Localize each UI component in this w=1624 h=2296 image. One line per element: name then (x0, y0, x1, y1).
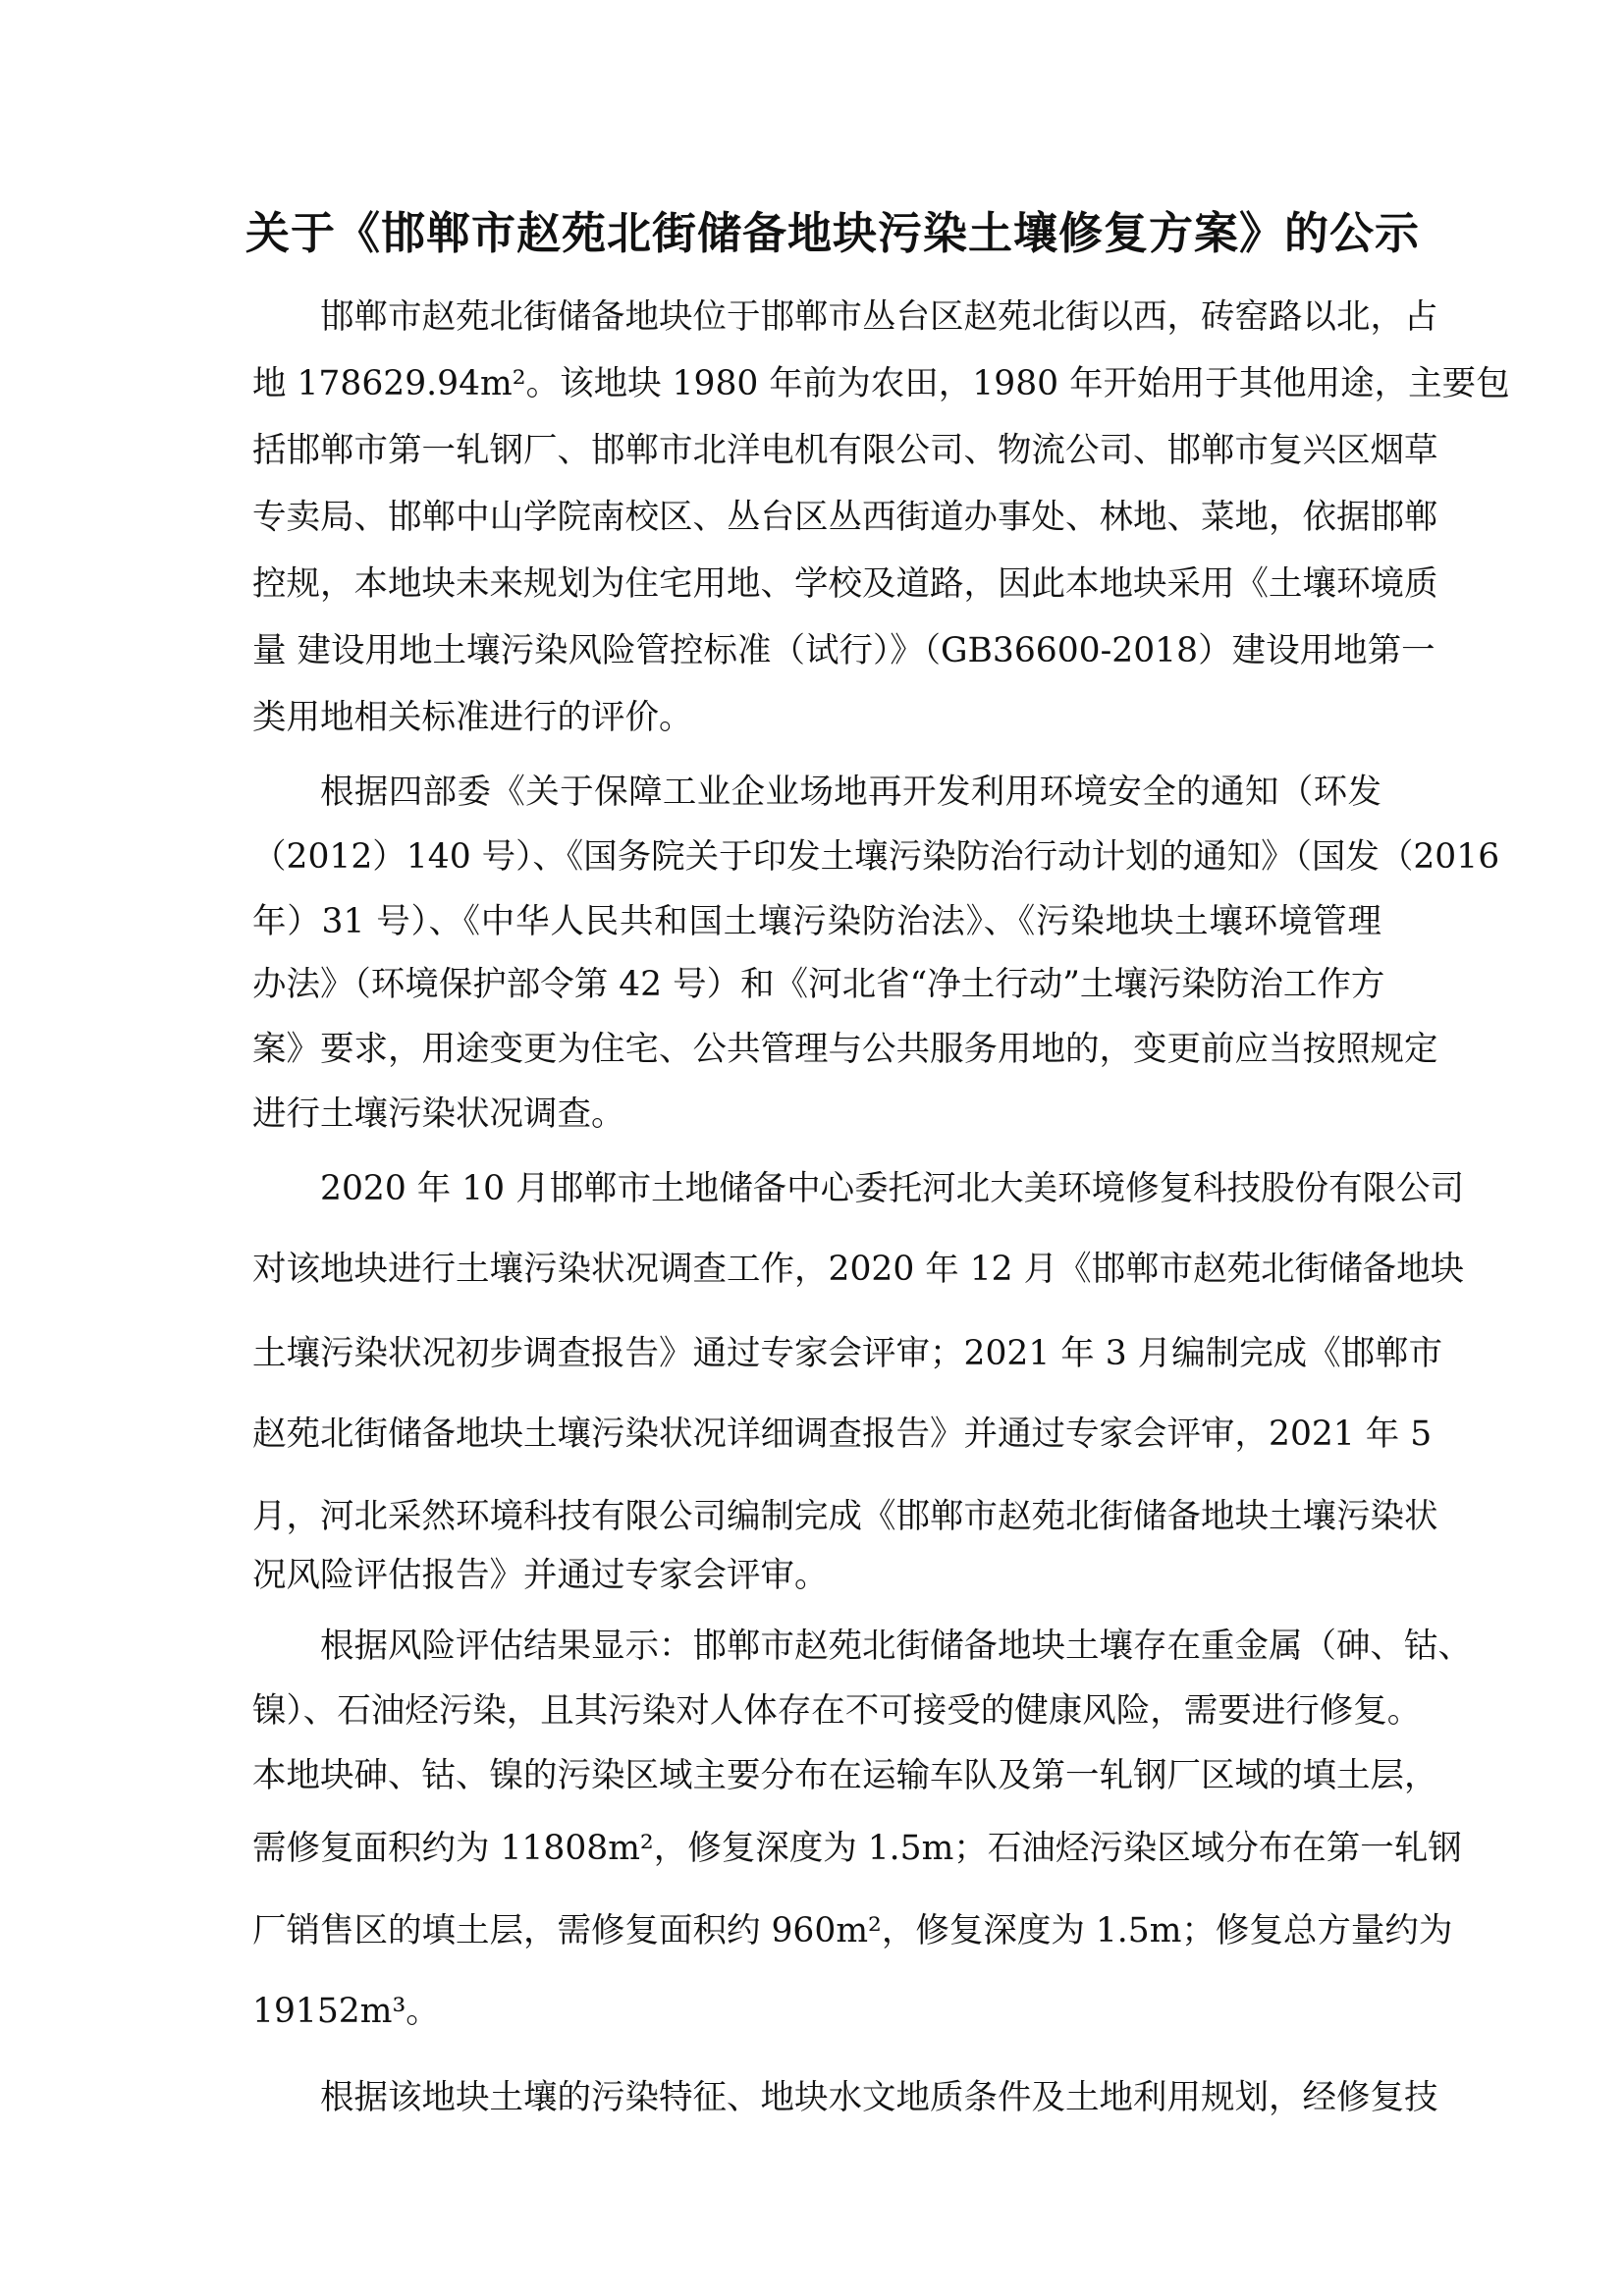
paragraph-line: 括邯郸市第一轧钢厂、邯郸市北洋电机有限公司、物流公司、邯郸市复兴区烟草 (252, 431, 1438, 470)
paragraph-line: 土壤污染状况初步调查报告》通过专家会评审；2021 年 3 月编制完成《邯郸市 (252, 1334, 1443, 1373)
paragraph-line: 邯郸市赵苑北街储备地块位于邯郸市丛台区赵苑北街以西，砖窑路以北，占 (320, 297, 1438, 337)
paragraph-line: 对该地块进行土壤污染状况调查工作，2020 年 12 月《邯郸市赵苑北街储备地块 (252, 1250, 1465, 1289)
paragraph-line: 进行土壤污染状况调查。 (252, 1095, 625, 1134)
paragraph-line: 需修复面积约为 11808m²，修复深度为 1.5m；石油烃污染区域分布在第一轧钢 (252, 1829, 1462, 1868)
paragraph-line: 办法》（环境保护部令第 42 号）和《河北省“净土行动”土壤污染防治工作方 (252, 965, 1385, 1004)
paragraph-line: 2020 年 10 月邯郸市土地储备中心委托河北大美环境修复科技股份有限公司 (320, 1169, 1465, 1208)
paragraph-line: 案》要求，用途变更为住宅、公共管理与公共服务用地的，变更前应当按照规定 (252, 1030, 1438, 1069)
document-title: 关于《邯郸市赵苑北街储备地块污染土壤修复方案》的公示 (245, 207, 1421, 259)
paragraph-line: 赵苑北街储备地块土壤污染状况详细调查报告》并通过专家会评审，2021 年 5 (252, 1415, 1433, 1454)
paragraph-line: 控规，本地块未来规划为住宅用地、学校及道路，因此本地块采用《土壤环境质 (252, 564, 1438, 604)
paragraph-line: 量 建设用地土壤污染风险管控标准（试行）》（GB36600-2018）建设用地第一 (252, 631, 1435, 670)
paragraph-line: 根据四部委《关于保障工业企业场地再开发利用环境安全的通知（环发 (320, 773, 1381, 812)
paragraph-line: 根据风险评估结果显示：邯郸市赵苑北街储备地块土壤存在重金属（砷、钴、 (320, 1627, 1472, 1666)
paragraph-line: 专卖局、邯郸中山学院南校区、丛台区丛西街道办事处、林地、菜地，依据邯郸 (252, 498, 1438, 537)
paragraph-line: 类用地相关标准进行的评价。 (252, 698, 693, 737)
paragraph-line: 月，河北采然环境科技有限公司编制完成《邯郸市赵苑北街储备地块土壤污染状 (252, 1497, 1438, 1536)
paragraph-line: 本地块砷、钴、镍的污染区域主要分布在运输车队及第一轧钢厂区域的填土层， (252, 1756, 1438, 1795)
paragraph-line: 况风险评估报告》并通过专家会评审。 (252, 1556, 829, 1595)
paragraph-line: 厂销售区的填土层，需修复面积约 960m²，修复深度为 1.5m；修复总方量约为 (252, 1911, 1453, 1950)
paragraph-line: 年）31 号）、《中华人民共和国土壤污染防治法》、《污染地块土壤环境管理 (252, 902, 1381, 941)
paragraph-line: （2012）140 号）、《国务院关于印发土壤污染防治行动计划的通知》（国发（2016 (252, 837, 1500, 877)
paragraph-line: 根据该地块土壤的污染特征、地块水文地质条件及土地利用规划，经修复技 (320, 2078, 1438, 2117)
paragraph-line: 地 178629.94m²。该地块 1980 年前为农田，1980 年开始用于其他用途，主要包 (252, 364, 1510, 403)
paragraph-line: 19152m³。 (252, 1992, 440, 2031)
paragraph-line: 镍）、石油烃污染，且其污染对人体存在不可接受的健康风险，需要进行修复。 (252, 1691, 1422, 1731)
